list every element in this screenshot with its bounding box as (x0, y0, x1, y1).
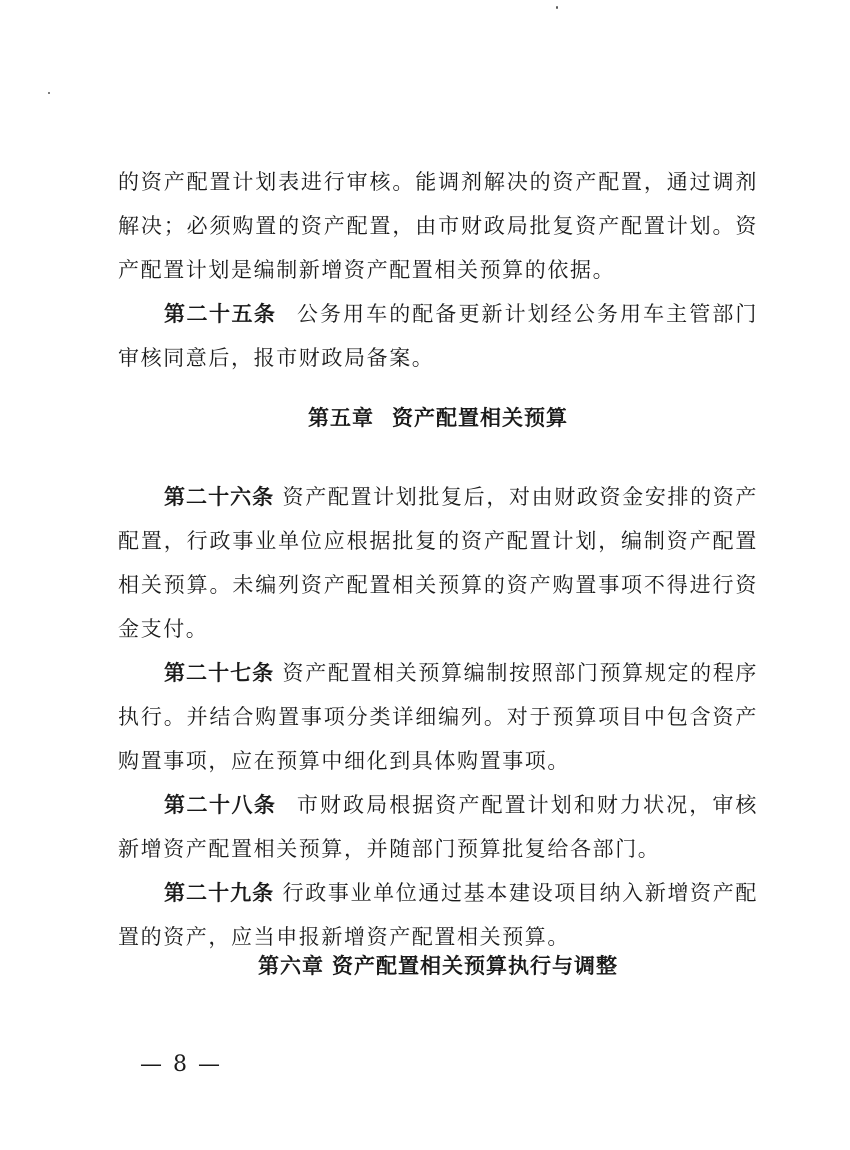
chapter-5-heading (118, 402, 758, 432)
article-25-text: 公务用车的配备更新计划经公务用车主管部门审核同意后，报市财政局备案。 (118, 302, 759, 370)
chapter-6-heading (118, 950, 758, 980)
page-number: — 8 — (140, 1052, 222, 1077)
article-25-label: 第二十五条 (164, 302, 277, 326)
section-upper (118, 160, 758, 380)
chapter-6-number: 第六章 (258, 954, 324, 978)
scan-speck (48, 92, 50, 94)
article-26-text: 资产配置计划批复后，对由财政资金安排的资产配置，行政事业单位应根据批复的资产配置计划，编制资产配置相关预算。未编列资产配置相关预算的资产购置事项不得进行资金支付。 (118, 485, 758, 641)
article-29-text: 行政事业单位通过基本建设项目纳入新增资产配置的资产，应当申报新增资产配置相关预算。 (118, 881, 758, 949)
article-27-text: 资产配置相关预算编制按照部门预算规定的程序执行。并结合购置事项分类详细编列。对于预算项目中包含资产购置事项，应在预算中细化到具体购置事项。 (118, 661, 758, 773)
scan-speck (556, 6, 558, 9)
article-28-text: 市财政局根据资产配置计划和财力状况，审核新增资产配置相关预算，并随部门预算批复给各部门。 (118, 793, 759, 861)
article-27-label: 第二十七条 (164, 661, 275, 685)
chapter-5-number: 第五章 (308, 406, 374, 430)
article-26-label: 第二十六条 (164, 485, 275, 509)
article-25 (118, 292, 758, 380)
article-26 (118, 475, 758, 651)
article-27 (118, 651, 758, 783)
chapter-5-title: 资产配置相关预算 (392, 406, 568, 430)
article-28-label: 第二十八条 (164, 793, 277, 817)
article-29-label: 第二十九条 (164, 881, 275, 905)
chapter-6-title: 资产配置相关预算执行与调整 (332, 954, 618, 978)
article-28 (118, 783, 758, 871)
paragraph-continuation: 的资产配置计划表进行审核。能调剂解决的资产配置，通过调剂解决；必须购置的资产配置，由市财政局批复资产配置计划。资产配置计划是编制新增资产配置相关预算的依据。 (118, 170, 758, 282)
article-29 (118, 871, 758, 959)
section-lower (118, 475, 758, 959)
